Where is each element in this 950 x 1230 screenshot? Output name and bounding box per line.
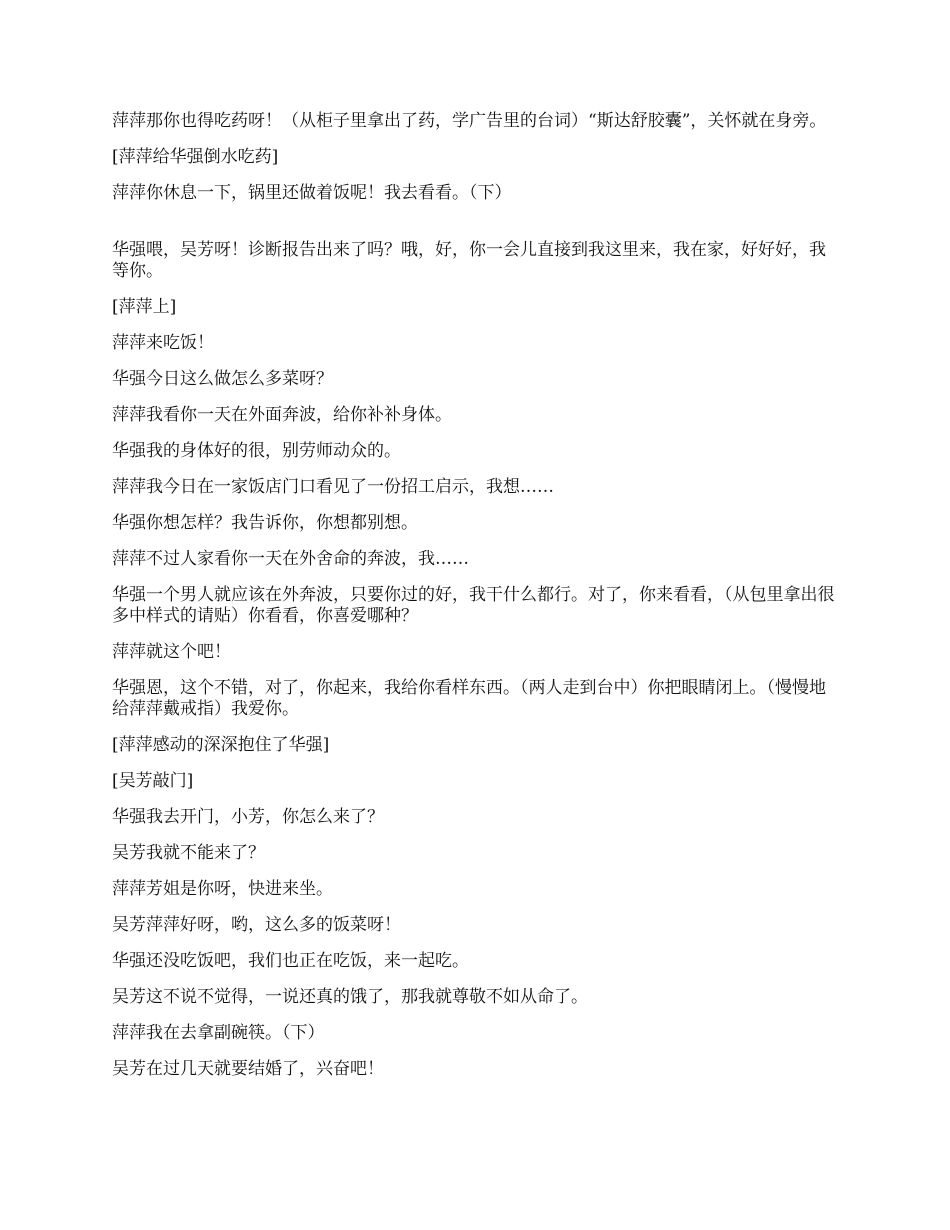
- paragraph-10: 萍萍我今日在一家饭店门口看见了一份招工启示，我想……: [112, 477, 554, 497]
- paragraph-12: 萍萍不过人家看你一天在外舍命的奔波，我……: [112, 549, 469, 569]
- paragraph-7: 华强今日这么做怎么多菜呀？: [112, 369, 333, 389]
- paragraph-5: [萍萍上]: [112, 297, 177, 317]
- paragraph-15: 华强恩，这个不错，对了，你起来，我给你看样东西。（两人走到台中）你把眼睛闭上。（慢慢地给萍萍戴戒指）我爱你。: [112, 678, 826, 719]
- paragraph-3: 萍萍你休息一下，锅里还做着饭呢！我去看看。（下）: [112, 183, 512, 203]
- paragraph-16: [萍萍感动的深深抱住了华强]: [112, 735, 330, 755]
- paragraph-8: 萍萍我看你一天在外面奔波，给你补补身体。: [112, 405, 452, 425]
- paragraph-19: 吴芳我就不能来了？: [112, 843, 265, 863]
- paragraph-18: 华强我去开门，小芳，你怎么来了？: [112, 807, 384, 827]
- paragraph-9: 华强我的身体好的很，别劳师动众的。: [112, 441, 401, 461]
- script-text: [112, 111, 840, 1095]
- paragraph-20: 萍萍芳姐是你呀，快进来坐。: [112, 879, 333, 899]
- paragraph-25: 吴芳在过几天就要结婚了，兴奋吧！: [112, 1059, 384, 1079]
- paragraph-1: 萍萍那你也得吃药呀！（从柜子里拿出了药，学广告里的台词）“斯达舒胶囊”，关怀就在身旁。: [112, 111, 827, 131]
- paragraph-2: [萍萍给华强倒水吃药]: [112, 147, 279, 167]
- paragraph-4: 华强喂，吴芳呀！诊断报告出来了吗？哦，好，你一会儿直接到我这里来，我在家，好好好，我等你。: [112, 240, 826, 281]
- paragraph-24: 萍萍我在去拿副碗筷。（下）: [112, 1023, 325, 1043]
- paragraph-6: 萍萍来吃饭！: [112, 333, 214, 353]
- paragraph-21: 吴芳萍萍好呀，哟，这么多的饭菜呀！: [112, 915, 401, 935]
- paragraph-17: [吴芳敲门]: [112, 771, 194, 791]
- paragraph-23: 吴芳这不说不觉得，一说还真的饿了，那我就尊敬不如从命了。: [112, 987, 588, 1007]
- paragraph-22: 华强还没吃饭吧，我们也正在吃饭，来一起吃。: [112, 951, 469, 971]
- paragraph-14: 萍萍就这个吧！: [112, 642, 231, 662]
- paragraph-13: 华强一个男人就应该在外奔波，只要你过的好，我干什么都行。对了，你来看看，（从包里拿出很多中样式的请贴）你看看，你喜爱哪种？: [112, 585, 835, 626]
- paragraph-11: 华强你想怎样？我告诉你，你想都别想。: [112, 513, 418, 533]
